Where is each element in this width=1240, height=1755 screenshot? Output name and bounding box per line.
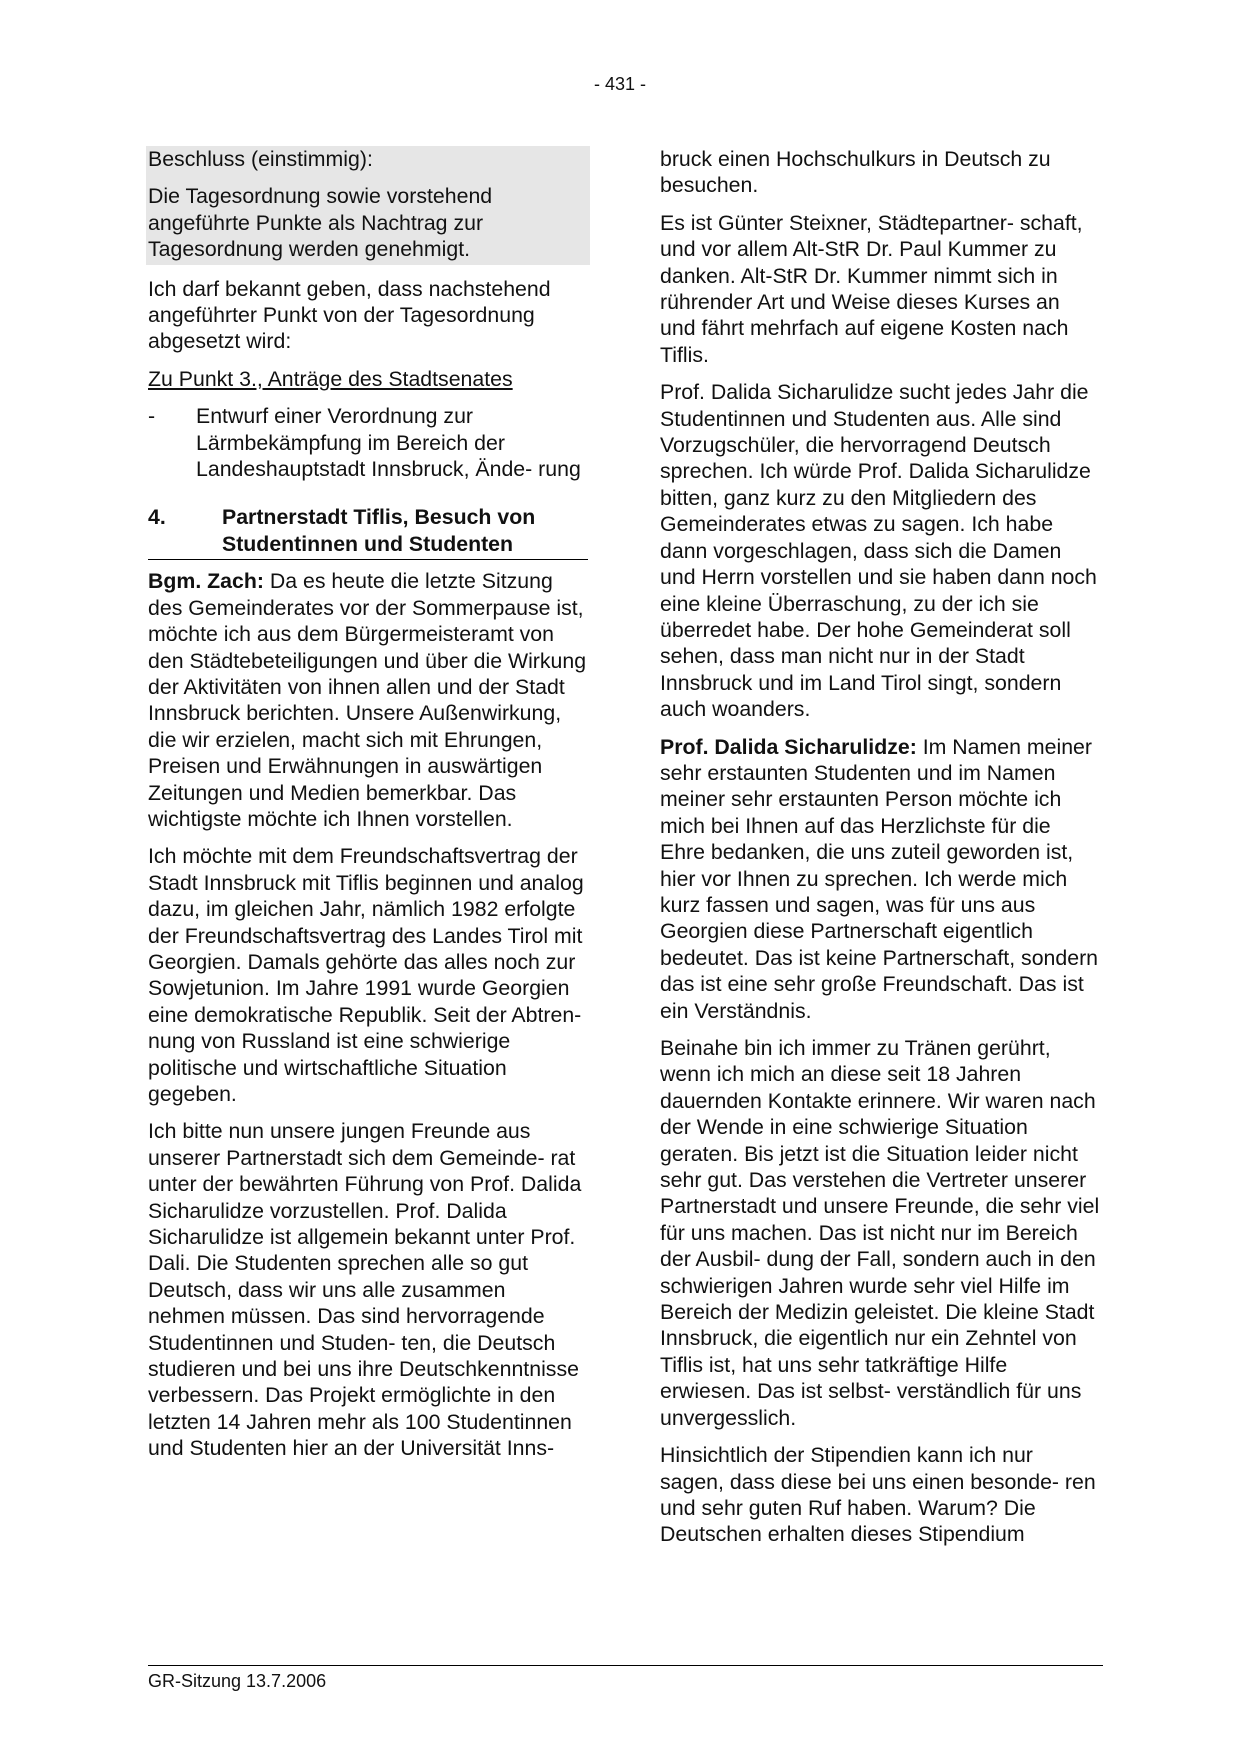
speech-bgm-zach	[148, 568, 588, 832]
speaker-name: Prof. Dalida Sicharulidze:	[660, 734, 917, 759]
bullet-dash: -	[148, 404, 156, 429]
paragraph: Ich möchte mit dem Freundschaftsvertrag der Stadt Innsbruck mit Tiflis beginnen und analog dazu, im gleichen Jahr, nämlich 1982 erfolgte der Freundschaftsvertrag des Landes Tirol mit Georgien. Damals gehörte das alles noch zur Sowjetunion. Im Jahre 1991 wurde Georgien eine demokratische Republik. Seit der Abtren- nung von Russland ist eine schwierige politische und wirtschaftliche Situation gegeben.	[148, 844, 584, 1106]
paragraph: Es ist Günter Steixner, Städtepartner- schaft, und vor allem Alt-StR Dr. Paul Kummer zu danken. Alt-StR Dr. Kummer nimmt sich in rührender Art und Weise dieses Kurses an und fährt mehrfach auf eigene Kosten nach Tiflis.	[660, 210, 1083, 367]
speaker-name: Bgm. Zach:	[148, 569, 264, 594]
paragraph: Prof. Dalida Sicharulidze sucht jedes Jahr die Studentinnen und Studenten aus. Alle sind Vorzugschüler, die hervorragend Deutsch sprechen. Ich würde Prof. Dalida Sicharulidze bitten, ganz kurz zu den Mitgliedern des Gemeinderates etwas zu sagen. Ich habe dann vorgeschlagen, dass sich die Damen und Herrn vorstellen und sie haben dann noch eine kleine Überraschung, zu der ich sie überredet habe. Der hohe Gemeinderat soll sehen, dass man nicht nur in der Stadt Innsbruck und im Land Tirol singt, sondern auch woanders.	[660, 380, 1097, 722]
page-number: - 431 -	[593, 74, 647, 94]
section-number: 4.	[148, 505, 166, 530]
paragraph: Ich bitte nun unsere jungen Freunde aus unserer Partnerstadt sich dem Gemeinde- rat unter der bewährten Führung von Prof. Dalida Sicharulidze vorzustellen. Prof. Dalida Sicharulidze ist allgemein bekannt unter Prof. Dali. Die Studenten sprechen alle so gut Deutsch, dass wir uns alle zusammen nehmen müssen. Das sind hervorragende Studentinnen und Studen- ten, die Deutsch studieren und bei uns ihre Deutschkenntnisse verbessern. Das Projekt ermöglichte in den letzten 14 Jahren mehr als 100 Studentinnen und Studenten hier an der Universität Inns-	[148, 1119, 582, 1461]
section-heading	[148, 504, 588, 560]
bullet-text: Entwurf einer Verordnung zur Lärmbekämpfung im Bereich der Landeshauptstadt Innsbruck, Ände- rung	[196, 404, 581, 482]
resolution-box	[146, 146, 590, 265]
footer-divider	[148, 1665, 1103, 1666]
paragraph: bruck einen Hochschulkurs in Deutsch zu besuchen.	[660, 147, 1051, 198]
paragraph: Hinsichtlich der Stipendien kann ich nur sagen, dass diese bei uns einen besonde- ren und sehr guten Ruf haben. Warum? Die Deutschen erhalten dieses Stipendium	[660, 1443, 1096, 1547]
left-column	[148, 146, 588, 1473]
speech-prof-sicharulidze	[660, 734, 1100, 1024]
paragraph: Beinahe bin ich immer zu Tränen gerührt, wenn ich mich an diese seit 18 Jahren dauernden Kontakte erinnere. Wir waren nach der Wende in eine schwierige Situation geraten. Bis jetzt ist die Situation leider nicht sehr gut. Das verstehen die Vertreter unserer Partnerstadt und unsere Freunde, die sehr viel für uns machen. Das ist nicht nur im Bereich der Ausbil- dung der Fall, sondern auch in den schwierigen Jahren wurde sehr viel Hilfe im Bereich der Medizin geleistet. Die kleine Stadt Innsbruck, die eigentlich nur ein Zehntel von Tiflis ist, hat uns sehr tatkräftige Hilfe erwiesen. Das ist selbst- verständlich für uns unvergesslich.	[660, 1036, 1100, 1430]
right-column	[660, 146, 1100, 1559]
agenda-notice: Ich darf bekannt geben, dass nachstehend angeführter Punkt von der Tagesordnung abgesetzt wird:	[148, 276, 551, 354]
footer-session-date: GR-Sitzung 13.7.2006	[148, 1671, 327, 1691]
section-title: Partnerstadt Tiflis, Besuch von Studentinnen und Studenten	[222, 505, 536, 556]
removed-agenda-item	[148, 403, 588, 482]
resolution-title: Beschluss (einstimmig):	[148, 147, 373, 171]
section-reference: Zu Punkt 3., Anträge des Stadtsenates	[148, 366, 513, 391]
resolution-text: Die Tagesordnung sowie vorstehend angeführte Punkte als Nachtrag zur Tagesordnung werden genehmigt.	[148, 184, 493, 262]
speech-text: Da es heute die letzte Sitzung des Gemeinderates vor der Sommerpause ist, möchte ich aus dem Bürgermeisteramt von den Städtebeteiligungen und über die Wirkung der Aktivitäten von ihnen allen und der Stadt Innsbruck berichten. Unsere Außenwirkung, die wir erzielen, macht sich mit Ehrungen, Preisen und Erwähnungen in auswärtigen Zeitungen und Medien bemerkbar. Das wichtigste möchte ich Ihnen vorstellen.	[148, 569, 587, 831]
speech-text: Im Namen meiner sehr erstaunten Studenten und im Namen meiner sehr erstaunten Person möchte ich mich bei Ihnen auf das Herzlichste für die Ehre bedanken, die uns zuteil geworden ist, hier vor Ihnen zu sprechen. Ich werde mich kurz fassen und sagen, was für uns aus Georgien diese Partnerschaft eigentlich bedeutet. Das ist keine Partnerschaft, sondern das ist eine sehr große Freundschaft. Das ist ein Verständnis.	[660, 734, 1099, 1023]
